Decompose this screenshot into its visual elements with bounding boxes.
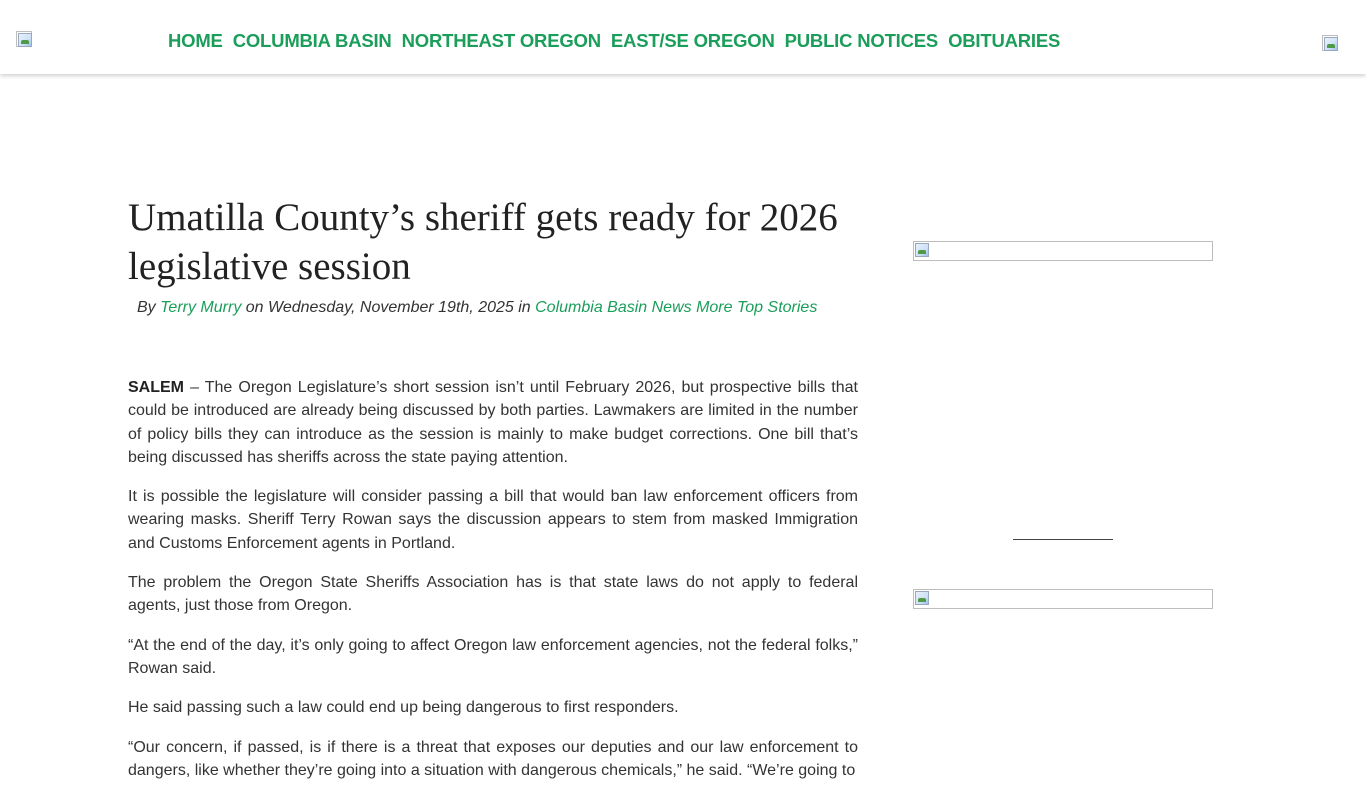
publish-date: Wednesday, November 19th, 2025: [268, 299, 514, 316]
nav-east-se-oregon[interactable]: EAST/SE OREGON: [610, 30, 775, 51]
article-body: [128, 376, 858, 798]
nav-obituaries[interactable]: OBITUARIES: [948, 30, 1061, 51]
sidebar-ad-image[interactable]: [913, 589, 1213, 609]
broken-image-icon: [1324, 37, 1338, 51]
sidebar-divider: [1013, 539, 1113, 540]
broken-image-icon: [915, 591, 929, 605]
article-paragraph: The problem the Oregon State Sheriffs Association has is that state laws do not apply to federal agents, just those from Oregon.: [128, 574, 858, 615]
paragraph-text: – The Oregon Legislature’s short session isn’t until February 2026, but prospective bills that could be introduced are already being discussed by both parties. Lawmakers are limited in the number of policy bills they can introduce as the session is mainly to make budget corrections. One bill that’s being discussed has sheriffs across the state paying attention.: [128, 379, 858, 466]
byline-prefix: By: [137, 299, 161, 316]
article-paragraph: He said passing such a law could end up being dangerous to first responders.: [128, 699, 679, 717]
sidebar-ad-image[interactable]: [913, 241, 1213, 261]
broken-image-icon: [18, 33, 32, 47]
article-paragraph: [128, 376, 858, 469]
article-byline: [137, 299, 817, 317]
byline-in: in: [513, 299, 536, 316]
site-logo[interactable]: [16, 31, 32, 47]
header-right-image[interactable]: [1322, 35, 1338, 51]
broken-image-icon: [915, 243, 929, 257]
article-paragraph: “Our concern, if passed, is if there is a threat that exposes our deputies and our law enforcement to dangers, like whether they’re going into a situation with dangerous chemicals,” he said. “We’re going to: [128, 738, 858, 779]
category-links[interactable]: Columbia Basin News More Top Stories: [535, 299, 818, 316]
article-title: Umatilla County’s sheriff gets ready for 2026 legislative session: [128, 196, 838, 288]
byline-on: on: [241, 299, 268, 316]
article-paragraph: “At the end of the day, it’s only going to affect Oregon law enforcement agencies, not the federal folks,” Rowan said.: [128, 636, 858, 677]
article-paragraph: It is possible the legislature will consider passing a bill that would ban law enforcement officers from wearing masks. Sheriff Terry Rowan says the discussion appears to stem from masked Immigration and Customs Enforcement agents in Portland.: [128, 488, 858, 552]
site-header: [0, 0, 1366, 74]
nav-public-notices[interactable]: PUBLIC NOTICES: [784, 30, 939, 51]
nav-northeast-oregon[interactable]: NORTHEAST OREGON: [401, 30, 601, 51]
author-link[interactable]: Terry Murry: [160, 299, 242, 316]
nav-columbia-basin[interactable]: COLUMBIA BASIN: [232, 30, 392, 51]
main-nav: [168, 30, 1060, 52]
dateline: SALEM: [128, 379, 184, 396]
nav-home[interactable]: HOME: [168, 30, 223, 51]
